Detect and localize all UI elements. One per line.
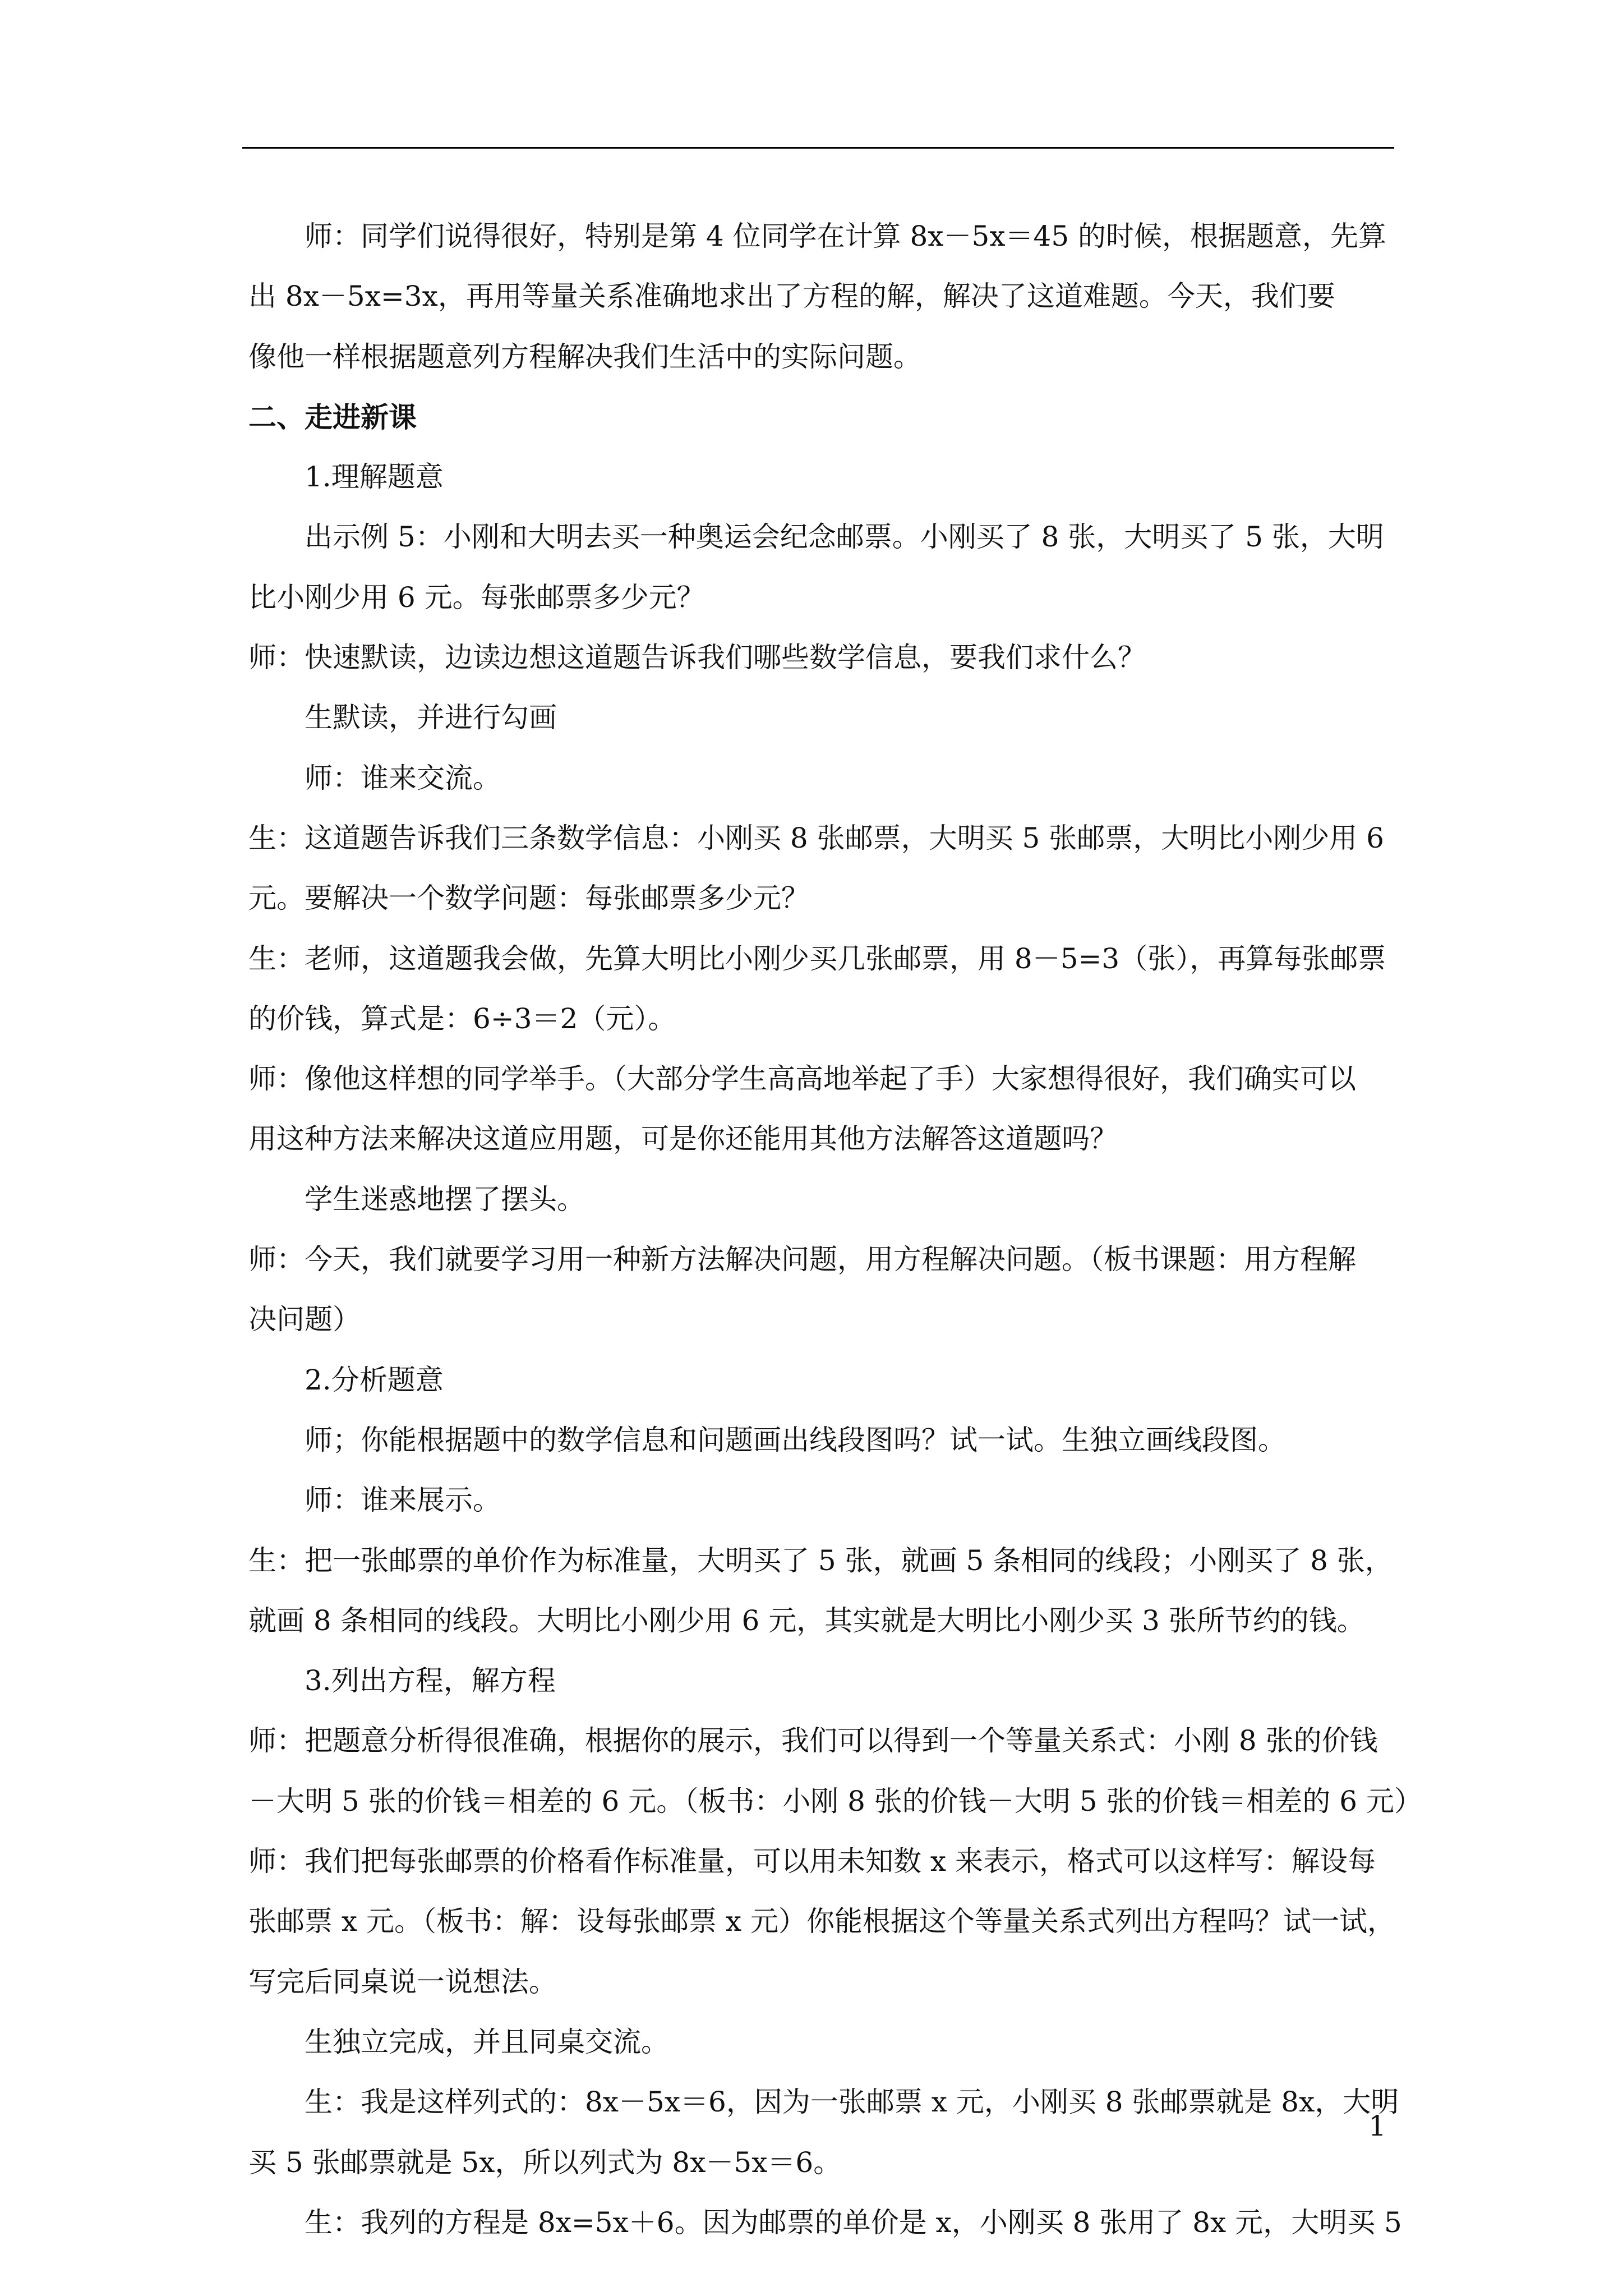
- text-line: 就画 8 条相同的线段。大明比小刚少用 6 元，其实就是大明比小刚少买 3 张所节约的钱。: [248, 1604, 1365, 1637]
- text-line: 生：我是这样列式的：8x－5x＝6，因为一张邮票 x 元，小刚买 8 张邮票就是 8x，大明: [305, 2086, 1399, 2119]
- subsection-heading: 3.列出方程，解方程: [305, 1664, 556, 1697]
- text-line: 出 8x－5x=3x，再用等量关系准确地求出了方程的解，解决了这道难题。今天，我们要: [248, 280, 1335, 313]
- text-line: 师；你能根据题中的数学信息和问题画出线段图吗？试一试。生独立画线段图。: [305, 1423, 1286, 1456]
- text-line: 出示例 5：小刚和大明去买一种奥运会纪念邮票。小刚买了 8 张，大明买了 5 张，大明: [305, 521, 1384, 554]
- text-line: 生独立完成，并且同桌交流。: [305, 2025, 669, 2058]
- text-line: 师：我们把每张邮票的价格看作标准量，可以用未知数 x 来表示，格式可以这样写：解设每: [248, 1845, 1376, 1878]
- text-line: －大明 5 张的价钱＝相差的 6 元。（板书：小刚 8 张的价钱－大明 5 张的价钱＝相差的 6 元）: [248, 1784, 1422, 1818]
- text-line: 师：今天，我们就要学习用一种新方法解决问题，用方程解决问题。（板书课题：用方程解: [248, 1243, 1356, 1276]
- text-line: 师：谁来交流。: [305, 761, 501, 794]
- text-line: 像他一样根据题意列方程解决我们生活中的实际问题。: [248, 340, 921, 373]
- text-line: 生：我列的方程是 8x=5x＋6。因为邮票的单价是 x，小刚买 8 张用了 8x 元，大明买 5: [305, 2206, 1402, 2239]
- text-line: 生：这道题告诉我们三条数学信息：小刚买 8 张邮票，大明买 5 张邮票，大明比小刚少用 6: [248, 821, 1384, 854]
- text-line: 张邮票 x 元。（板书：解：设每张邮票 x 元）你能根据这个等量关系式列出方程吗？试一试，: [248, 1905, 1395, 1938]
- text-line: 师：同学们说得很好，特别是第 4 位同学在计算 8x－5x＝45 的时候，根据题意，先算: [305, 220, 1387, 252]
- section-heading: 二、走进新课: [248, 400, 417, 434]
- text-line: 师：快速默读，边读边想这道题告诉我们哪些数学信息，要我们求什么？: [248, 641, 1146, 674]
- text-line: 生：把一张邮票的单价作为标准量，大明买了 5 张，就画 5 条相同的线段；小刚买了 8 张，: [248, 1544, 1393, 1577]
- page-number: 1: [1368, 2110, 1386, 2142]
- text-line: 生默读，并进行勾画: [305, 701, 557, 734]
- text-line: 师：把题意分析得很准确，根据你的展示，我们可以得到一个等量关系式：小刚 8 张的价钱: [248, 1724, 1378, 1757]
- text-line: 决问题）: [248, 1303, 361, 1336]
- text-line: 比小刚少用 6 元。每张邮票多少元？: [248, 581, 705, 614]
- text-line: 师：谁来展示。: [305, 1484, 501, 1517]
- subsection-heading: 1.理解题意: [305, 461, 444, 494]
- text-line: 师：像他这样想的同学举手。（大部分学生高高地举起了手）大家想得很好，我们确实可以: [248, 1062, 1356, 1096]
- text-line: 买 5 张邮票就是 5x，所以列式为 8x－5x＝6。: [248, 2146, 842, 2179]
- subsection-heading: 2.分析题意: [305, 1363, 444, 1396]
- header-rule: [242, 147, 1394, 149]
- text-line: 的价钱，算式是：6÷3＝2（元）。: [248, 1002, 676, 1035]
- text-line: 生：老师，这道题我会做，先算大明比小刚少买几张邮票，用 8－5=3（张），再算每张邮票: [248, 942, 1386, 975]
- text-line: 写完后同桌说一说想法。: [248, 1965, 557, 1998]
- text-line: 学生迷惑地摆了摆头。: [305, 1182, 585, 1216]
- text-line: 用这种方法来解决这道应用题，可是你还能用其他方法解答这道题吗？: [248, 1122, 1118, 1156]
- text-line: 元。要解决一个数学问题：每张邮票多少元？: [248, 882, 809, 915]
- document-body: [248, 206, 1422, 2253]
